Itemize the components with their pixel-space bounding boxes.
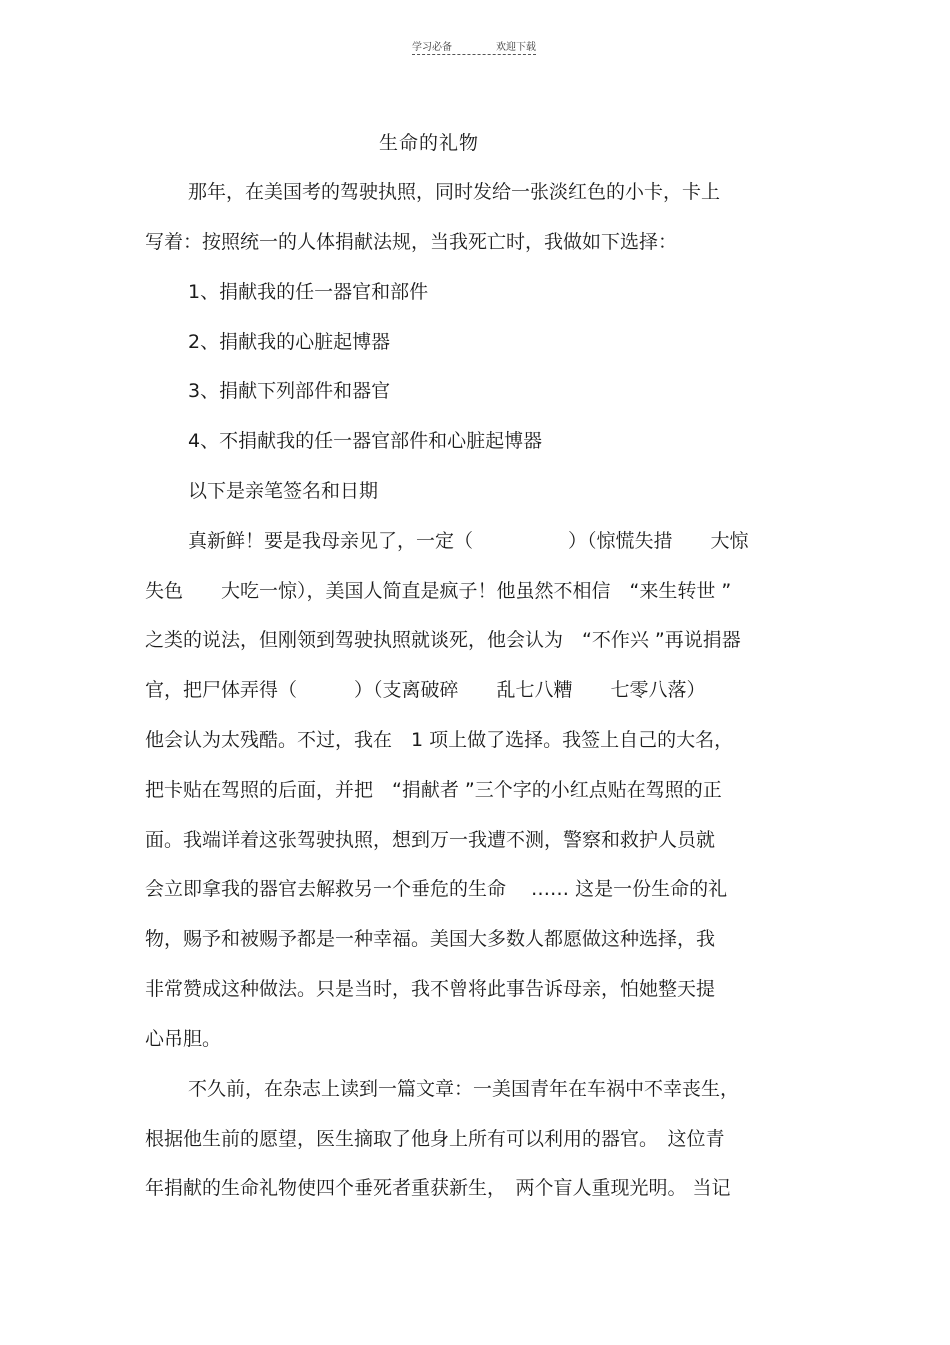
paragraph-line: 他会认为太残酷。不过，我在 1 项上做了选择。我签上自己的大名， bbox=[145, 729, 734, 751]
list-item: 3、捐献下列部件和器官 bbox=[188, 380, 391, 402]
header-right-text: 欢迎下载 bbox=[496, 42, 536, 53]
paragraph-line: 不久前，在杂志上读到一篇文章：一美国青年在车祸中不幸丧生， bbox=[188, 1078, 740, 1100]
list-item: 4、不捐献我的任一器官部件和心脏起博器 bbox=[188, 430, 543, 452]
paragraph-line: 写着：按照统一的人体捐献法规，当我死亡时，我做如下选择： bbox=[145, 231, 678, 253]
paragraph-line: 会立即拿我的器官去解救另一个垂危的生命 …… 这是一份生命的礼 bbox=[145, 878, 728, 900]
article-title: 生命的礼物 bbox=[379, 132, 480, 154]
list-item: 2、捐献我的心脏起博器 bbox=[188, 331, 391, 353]
paragraph-line: 把卡贴在驾照的后面，并把 “捐献者 ”三个字的小红点贴在驾照的正 bbox=[145, 779, 722, 801]
paragraph-line: 官，把尸体弄得（ ）（支离破碎 乱七八糟 七零八落） bbox=[145, 679, 706, 701]
paragraph-line: 面。我端详着这张驾驶执照，想到万一我遭不测，警察和救护人员就 bbox=[145, 829, 716, 851]
paragraph-line: 真新鲜！要是我母亲见了，一定（ ）（惊慌失措 大惊 bbox=[188, 530, 749, 552]
header-left-text: 学习必备 bbox=[412, 42, 452, 53]
paragraph-line: 非常赞成这种做法。只是当时，我不曾将此事告诉母亲，怕她整天提 bbox=[145, 978, 716, 1000]
page-header bbox=[412, 38, 538, 58]
paragraph-line: 以下是亲笔签名和日期 bbox=[188, 480, 379, 502]
paragraph-line: 之类的说法，但刚领到驾驶执照就谈死，他会认为 “不作兴 ”再说捐器 bbox=[145, 629, 741, 651]
paragraph-line: 物，赐予和被赐予都是一种幸福。美国大多数人都愿做这种选择，我 bbox=[145, 928, 716, 950]
paragraph-line: 年捐献的生命礼物使四个垂死者重获新生， 两个盲人重现光明。 当记 bbox=[145, 1177, 731, 1199]
paragraph-line: 根据他生前的愿望，医生摘取了他身上所有可以利用的器官。 这位青 bbox=[145, 1128, 725, 1150]
list-item: 1、捐献我的任一器官和部件 bbox=[188, 281, 429, 303]
header-divider bbox=[412, 54, 536, 55]
paragraph-line: 失色 大吃一惊），美国人简直是疯子！他虽然不相信 “来生转世 ” bbox=[145, 580, 732, 602]
paragraph-line: 心吊胆。 bbox=[145, 1028, 222, 1050]
paragraph-line: 那年，在美国考的驾驶执照，同时发给一张淡红色的小卡，卡上 bbox=[188, 181, 721, 203]
